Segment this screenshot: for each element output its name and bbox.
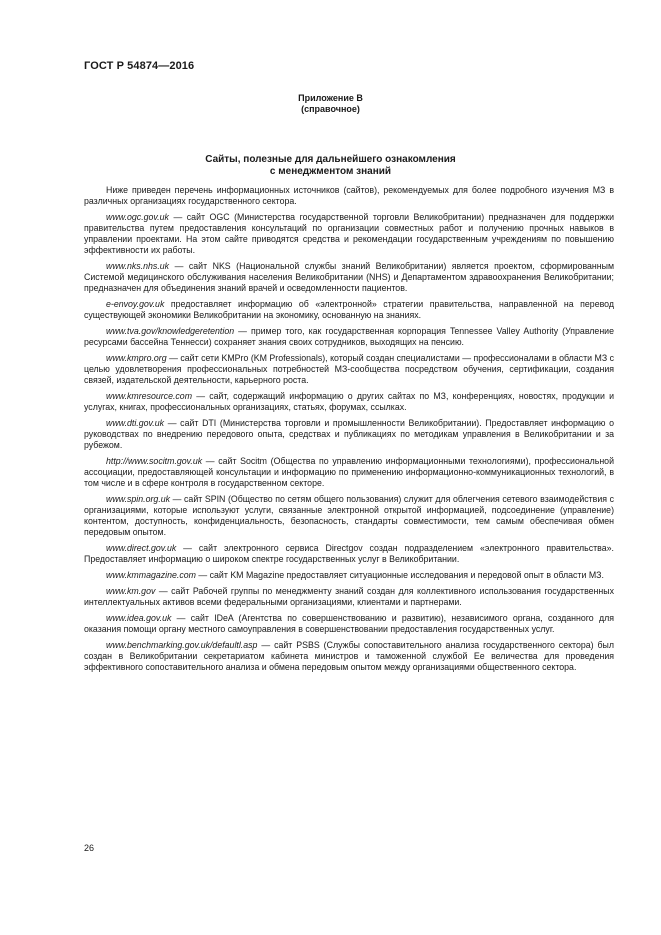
site-link[interactable]: www.tva.gov/knowledgeretention	[106, 326, 235, 336]
entry-text: — сайт электронного сервиса Directgov создан подразделением «электронного правительства». Предоставляет информацию о широком спектре государственных услуг в Великобритании.	[84, 543, 614, 564]
site-link[interactable]: www.km.gov	[106, 586, 156, 596]
entry-text: — пример того, как государственная корпорация Tennessee Valley Authority (Управление ресурсами бассейна Теннесси) сохраняет знания своих сотрудников, выходящих на пенсию.	[84, 326, 614, 347]
site-link[interactable]: www.direct.gov.uk	[106, 543, 177, 553]
entry-text: — сайт IDeA (Агентства по совершенствованию и развитию), независимого органа, созданного для оказания помощи органу местного самоуправления в совершенствовании предоставления государственных услуг.	[84, 613, 614, 634]
entry-paragraph	[84, 543, 614, 565]
section-title-line2: с менеджментом знаний	[269, 166, 392, 177]
entry-paragraph	[84, 299, 614, 321]
appendix-note: (справочное)	[301, 104, 360, 114]
entry-text: — сайт Socitm (Общества по управлению информационными технологиями), профессиональной ассоциации, предоставляющей консультации и информацию по применению информационно-коммуникационных технологий, в том числе и в сфере контроля в государственном секторе.	[84, 456, 614, 488]
standard-code: ГОСТ Р 54874—2016	[84, 60, 195, 72]
appendix-title: Приложение В	[298, 93, 363, 103]
site-link[interactable]: www.idea.gov.uk	[106, 613, 172, 623]
intro-paragraph: Ниже приведен перечень информационных источников (сайтов), рекомендуемых для более подробного изучения МЗ в различных организациях государственного сектора.	[84, 185, 614, 206]
site-link[interactable]: http://www.socitm.gov.uk	[106, 456, 203, 466]
entry-paragraph	[84, 212, 614, 256]
entry-text: — сайт NKS (Национальной службы знаний Великобритании) является проектом, сформированным Системой медицинского обслуживания населения Великобритании (NHS) и Департаментом здравоохранения Великобритании; предназначен для объединения знаний врачей и осведомленности пациентов.	[84, 261, 614, 293]
site-link[interactable]: e-envoy.gov.uk	[106, 299, 165, 309]
entry-paragraph	[84, 456, 614, 489]
site-link[interactable]: www.kmmagazine.com	[106, 570, 196, 580]
entry-text: — сайт Рабочей группы по менеджменту знаний создан для коллективного использования государственных интеллектуальных активов всеми федеральными организациями, клиентами и партнерами.	[84, 586, 614, 607]
entry-paragraph	[84, 640, 614, 673]
entry-paragraph	[84, 353, 614, 386]
site-link[interactable]: www.benchmarking.gov.uk/defaultl.asp	[106, 640, 258, 650]
entry-paragraph	[84, 418, 614, 451]
entry-text: — сайт, содержащий информацию о других сайтах по МЗ, конференциях, новостях, продукции и услугах, книгах, профессиональных организациях, статьях, форумах, ссылках.	[84, 391, 614, 412]
entry-text: — сайт OGC (Министерства государственной торговли Великобритании) предназначен для поддержки правительства путем предоставления консультаций по организации совместных работ и получению прочных навыков в управлении проектами. На этом сайте приводятся средства и рекомендации государственным учреждениям по повышению эффективности их работы.	[84, 212, 614, 255]
site-link[interactable]: www.kmpro.org	[106, 353, 167, 363]
entry-paragraph	[84, 391, 614, 413]
entry-text: — сайт DTI (Министерства торговли и промышленности Великобритании). Предоставляет информацию о руководствах по внедрению передового опыта, средствах и публикациях по методикам управления в Великобритании и за рубежом.	[84, 418, 614, 450]
entry-paragraph	[84, 494, 614, 538]
entry-text: предоставляет информацию об «электронной» стратегии правительства, направленной на перевод существующей экономики Великобритании на экономику, основанную на знаниях.	[84, 299, 614, 320]
site-link[interactable]: www.kmresource.com	[106, 391, 193, 401]
entry-paragraph	[84, 261, 614, 294]
entry-text: — сайт PSBS (Службы сопоставительного анализа государственного сектора) был создан в Великобритании секретариатом кабинета министров и таможенной службой Ее величества для проведения эффективного сопоставительного анализа и обмена передовым опытом между организациями общественного сектора.	[84, 640, 614, 672]
entry-paragraph	[84, 326, 614, 348]
site-link[interactable]: www.spin.org.uk	[106, 494, 171, 504]
site-link[interactable]: www.ogc.gov.uk	[106, 212, 169, 222]
appendix-heading	[0, 93, 661, 115]
entry-text: — сайт сети KMPro (KM Professionals), который создан специалистами — профессионалами в области МЗ с целью удовлетворения профессиональных потребностей МЗ-сообщества посредством обучения, сертификации, создания связей, издательской деятельности, карьерного роста.	[84, 353, 614, 385]
entry-paragraph	[84, 586, 614, 608]
section-title	[0, 154, 661, 178]
entry-paragraph	[84, 613, 614, 635]
site-link[interactable]: www.dti.gov.uk	[106, 418, 165, 428]
entry-text: — сайт KM Magazine предоставляет ситуационные исследования и передовой опыт в области МЗ.	[195, 570, 604, 580]
site-link[interactable]: www.nks.nhs.uk	[106, 261, 170, 271]
entry-text: — сайт SPIN (Общество по сетям общего пользования) служит для облегчения сетевого взаимодействия с организациями, которые используют услуги, связанные электронной открытой информацией, подсоединение (управление) контентом, доступность, конфиденциальность, безопасность, стандарты совместимости, тем самым обеспечивая обмен передовым опытом.	[84, 494, 614, 537]
entry-paragraph	[84, 570, 614, 581]
page-number: 26	[84, 843, 95, 853]
section-title-line1: Сайты, полезные для дальнейшего ознакомления	[205, 154, 456, 165]
body-text	[84, 185, 614, 678]
